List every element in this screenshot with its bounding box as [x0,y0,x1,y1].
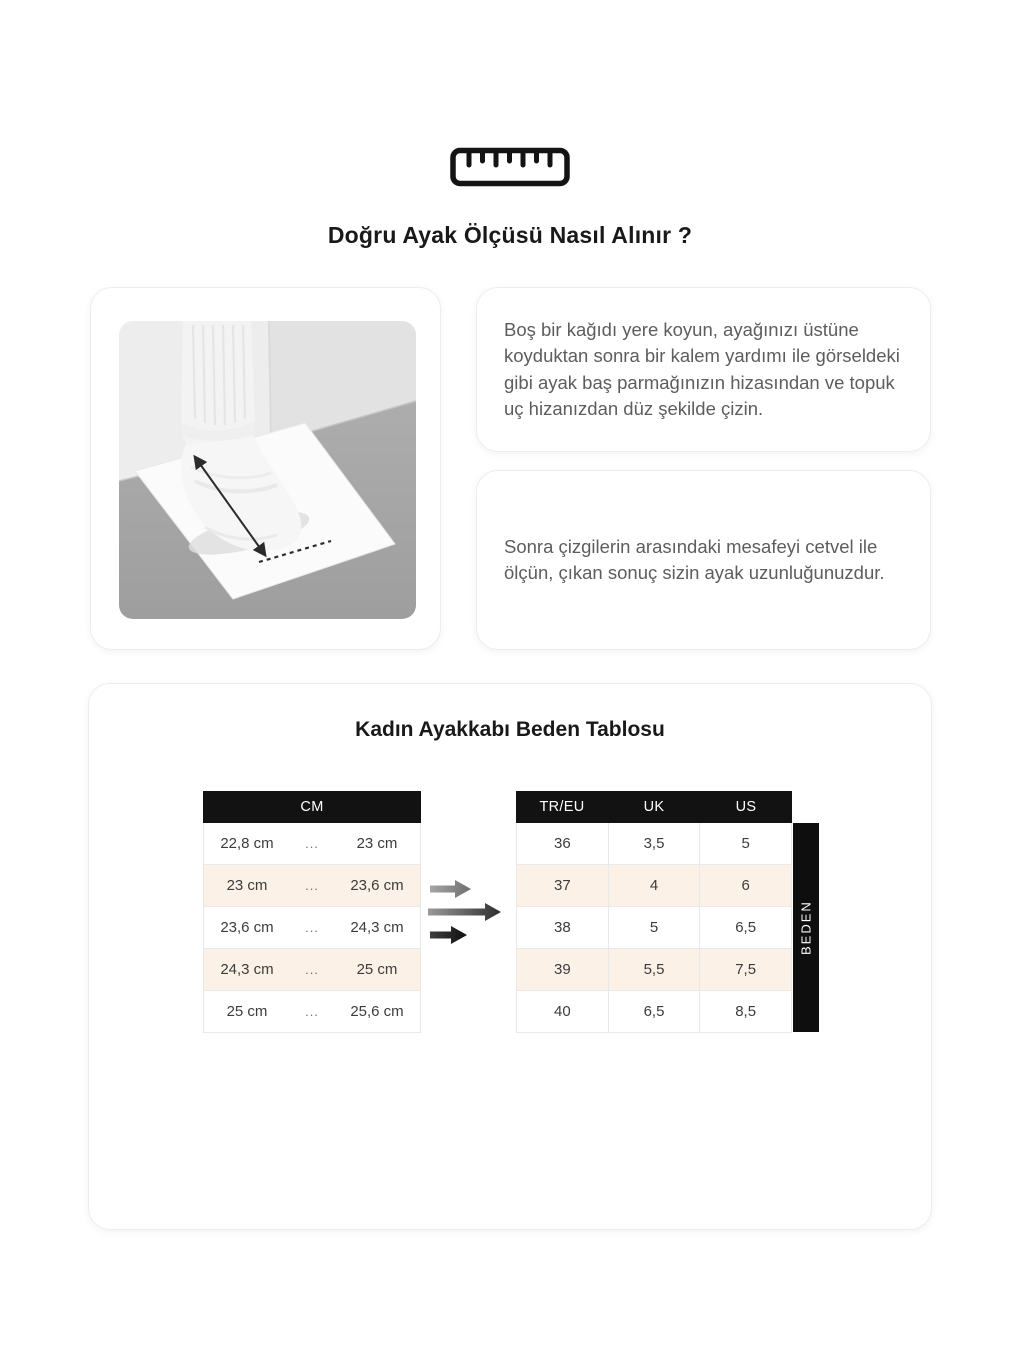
range-dots: ... [305,1004,319,1019]
eu-size-table [516,791,792,1033]
instruction-step-1: Boş bir kağıdı yere koyun, ayağınızı üstüne koyduktan sonra bir kalem yardımı ile görseldeki gibi ayak baş parmağınızın hizasından ve topuk uç hizanızdan düz şekilde çizin. [504,318,900,419]
table-row [203,865,421,907]
size-us: 5 [700,823,792,864]
conversion-arrows-icon [427,876,511,950]
table-row [516,865,792,907]
size-uk: 5 [609,907,701,948]
cm-to: 23,6 cm [350,877,404,894]
cm-to: 24,3 cm [350,919,404,936]
range-dots: ... [305,920,319,935]
size-chart-card [88,683,932,1230]
cm-from: 23 cm [226,877,268,894]
table-row [203,991,421,1033]
size-us: 7,5 [700,949,792,990]
cm-from: 24,3 cm [220,961,274,978]
size-tr-eu: 40 [517,991,609,1032]
cm-table [203,791,421,1033]
size-tr-eu: 36 [517,823,609,864]
foot-measurement-image [119,321,416,619]
size-us: 6,5 [700,907,792,948]
instruction-card-1 [476,287,931,452]
range-dots: ... [305,836,319,851]
size-tr-eu: 39 [517,949,609,990]
col-header-tr-eu: TR/EU [539,799,585,815]
table-row [203,949,421,991]
size-us: 6 [700,865,792,906]
cm-from: 22,8 cm [220,835,274,852]
size-tr-eu: 38 [517,907,609,948]
col-header-uk: UK [643,799,665,815]
page-title: Doğru Ayak Ölçüsü Nasıl Alınır ? [327,222,693,248]
eu-table-header [516,791,792,823]
cm-to: 23 cm [356,835,398,852]
foot-photo-card [90,287,441,650]
cm-table-header: CM [203,791,421,823]
cm-to: 25 cm [356,961,398,978]
cm-to: 25,6 cm [350,1003,404,1020]
instruction-step-2: Sonra çizgilerin arasındaki mesafeyi cetvel ile ölçün, çıkan sonuç sizin ayak uzunluğunuzdur. [504,535,885,583]
size-uk: 3,5 [609,823,701,864]
table-row [516,823,792,865]
cm-from: 25 cm [226,1003,268,1020]
table-row [516,907,792,949]
table-row [203,823,421,865]
size-chart-title: Kadın Ayakkabı Beden Tablosu [355,718,665,741]
table-row [516,949,792,991]
size-us: 8,5 [700,991,792,1032]
size-uk: 6,5 [609,991,701,1032]
col-header-us: US [735,799,757,815]
table-row [203,907,421,949]
beden-side-label: BEDEN [793,823,819,1032]
ruler-icon [450,147,570,187]
cm-from: 23,6 cm [220,919,274,936]
instruction-card-2 [476,470,931,650]
table-row [516,991,792,1033]
size-tr-eu: 37 [517,865,609,906]
size-uk: 4 [609,865,701,906]
range-dots: ... [305,878,319,893]
range-dots: ... [305,962,319,977]
size-uk: 5,5 [609,949,701,990]
